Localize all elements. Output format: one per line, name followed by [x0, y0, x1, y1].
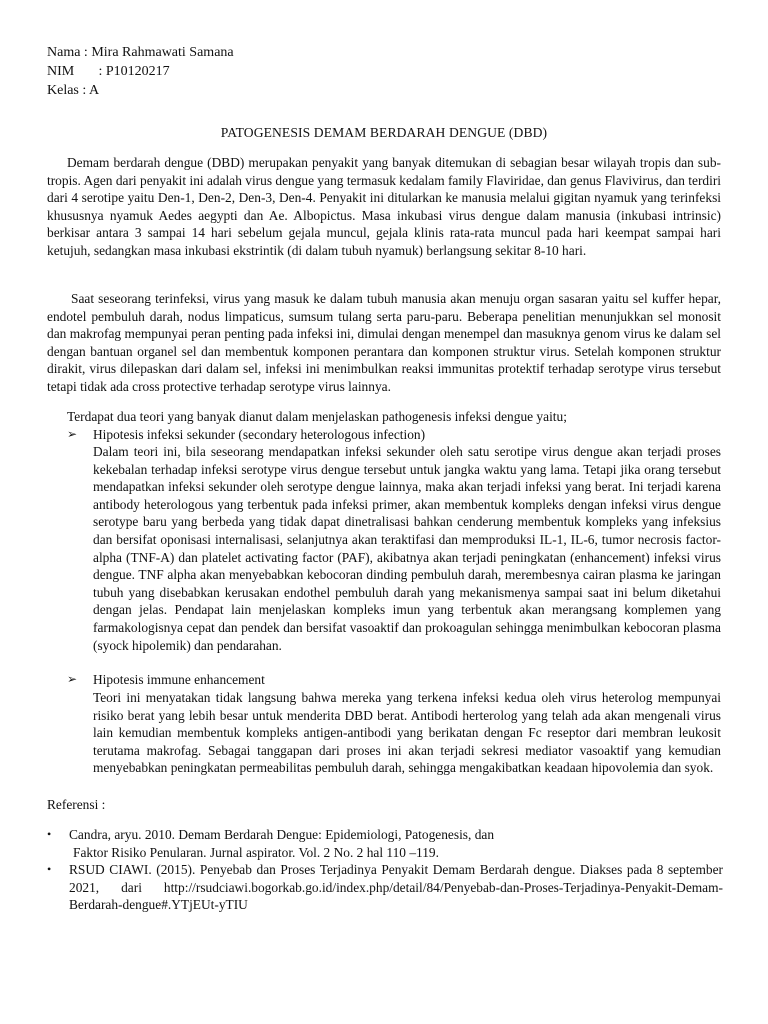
nim-row	[47, 62, 234, 81]
theory-heading-2	[67, 671, 727, 689]
theory-title: Hipotesis infeksi sekunder (secondary heterologous infection)	[93, 427, 426, 442]
bullet-dot-icon: •	[47, 827, 52, 841]
reference-line: Candra, aryu. 2010. Demam Berdarah Dengue: Epidemiologi, Patogenesis, dan	[69, 827, 495, 842]
paragraph-intro-dbd: Demam berdarah dengue (DBD) merupakan penyakit yang banyak ditemukan di sebagian besar wilayah tropis dan sub-tropis. Agen dari penyakit ini adalah virus dengue yang termasuk kedalam family Flaviridae, dan genus Flavivirus, dan terdiri dari 4 serotipe yaitu Den-1, Den-2, Den-3, Den-4. Penyakit ini ditularkan ke manusia melalui gigitan nyamuk yang terinfeksi khususnya nyamuk Aedes aegypti dan Ae. Albopictus. Masa inkubasi virus dengue dalam manusia (inkubasi intrinsic) berkisar antara 3 sampai 14 hari sebelum gejala muncul, gejala klinis rata-rata muncul pada hari keempat sampai hari ketujuh, sedangkan masa inkubasi ekstrintik (di dalam tubuh nyamuk) berlangsung sekitar 8-10 hari.	[47, 155, 721, 258]
theories-intro: Terdapat dua teori yang banyak dianut dalam menjelaskan pathogenesis infeksi dengue yaitu;	[67, 409, 567, 424]
theory-body-2: Teori ini menyatakan tidak langsung bahwa mereka yang terkena infeksi kedua oleh virus heterolog mempunyai risiko berat yang lebih besar untuk menderita DBD berat. Antibodi herterolog yang telah ada akan mengenali virus lain kemudian membentuk kompleks antigen-antibodi yang berikatan dengan Fc reseptor dari membran leukosit terutama makrofag. Sebagai tanggapan dari proses ini akan terjadi sekresi mediator vasoaktif yang kemudian menyebabkan peningkatan permeabilitas pembuluh darah, sehingga mengakibatkan keadaan hipovolemia dan syok.	[93, 690, 721, 776]
reference-item	[47, 826, 723, 861]
name-value: Mira Rahmawati Samana	[87, 45, 234, 60]
paragraph-infection-process: Saat seseorang terinfeksi, virus yang masuk ke dalam tubuh manusia akan menuju organ sasaran yaitu sel kuffer hepar, endotel pembuluh darah, nodus limpaticus, sumsum tulang serta paru-paru. Beberapa penelitian menunjukkan sel monosit dan makrofag mempunyai peran penting pada infeksi ini, dimulai dengan menempel dan masuknya genom virus ke dalam sel dengan bantuan organel sel dan membentuk komponen perantara dan komponen struktur virus. Setelah komponen struktur dirakit, virus dilepaskan dari dalam sel, infeksi ini menimbulkan reaksi immunitas protektif terhadap serotype virus tersebut tetapi tidak ada cross protective terhadap serotype virus lainnya.	[47, 291, 721, 394]
reference-item	[47, 861, 723, 914]
kelas-row	[47, 81, 234, 100]
reference-text: RSUD CIAWI. (2015). Penyebab dan Proses Terjadinya Penyakit Demam Berdarah dengue. Diakses pada 8 september 2021, dari http://rsudciawi.bogorkab.go.id/index.php/detail/84/Penyebab-dan-Proses-Terjadinya-Penyakit-Demam-Berdarah-dengue#.YTjEUt-yTIU	[69, 862, 723, 913]
name-row	[47, 43, 234, 62]
arrow-bullet-icon: ➢	[67, 672, 78, 686]
references-title: Referensi :	[47, 797, 106, 812]
reference-text	[69, 826, 723, 861]
student-info	[47, 43, 234, 100]
theory-body-1: Dalam teori ini, bila seseorang mendapatkan infeksi sekunder oleh satu serotipe virus dengue akan terjadi proses kekebalan terhadap infeksi serotype virus dengue tersebut untuk jangka waktu yang lama. Tetapi jika orang tersebut mendapatkan infeksi sekunder oleh serotype dengue lainnya, maka akan terjadi infeksi yang berat. Ini terjadi karena antibody heterologous yang terbentuk pada infeksi primer, akan membentuk kompleks dengan infeksi virus dengue serotype baru yang berbeda yang tidak dapat dinetralisasi bahkan cenderung membentuk kompleks yang infeksius dan bersifat oponisasi internalisasi, selanjutnya akan teraktifasi dan memproduksi IL-1, IL-6, tumor necrosis factor-alpha (TNF-A) dan platelet activating factor (PAF), akibatnya akan terjadi peningkatan (enhancement) infeksi virus dengue. TNF alpha akan menyebabkan kebocoran dinding pembuluh darah, merembesnya cairan plasma ke jaringan tubuh yang disebabkan kerusakan endothel pembuluh darah yang mekanismenya sampai saat ini belum diketahui dengan jelas. Pendapat lain menjelaskan kompleks imun yang terbentuk akan merangsang komplemen yang farmakologisnya cepat dan pendek dan bersifat vasoaktif dan prokoagulan sehingga menimbulkan kebocoran plasma (syock hipolemik) dan pendarahan.	[93, 444, 721, 653]
bullet-dot-icon: •	[47, 862, 52, 877]
kelas-value: : A	[78, 83, 100, 98]
nim-value: : P10120217	[95, 64, 170, 79]
theory-heading-1	[67, 426, 727, 444]
references-list	[47, 826, 723, 914]
nim-label: NIM	[47, 64, 75, 79]
name-label: Nama :	[47, 45, 88, 60]
theory-title: Hipotesis immune enhancement	[93, 672, 265, 687]
arrow-bullet-icon: ➢	[67, 427, 78, 441]
kelas-label: Kelas	[47, 83, 79, 98]
reference-line: Faktor Risiko Penularan. Jurnal aspirator. Vol. 2 No. 2 hal 110 –119.	[73, 844, 439, 860]
document-title: PATOGENESIS DEMAM BERDARAH DENGUE (DBD)	[220, 125, 548, 140]
